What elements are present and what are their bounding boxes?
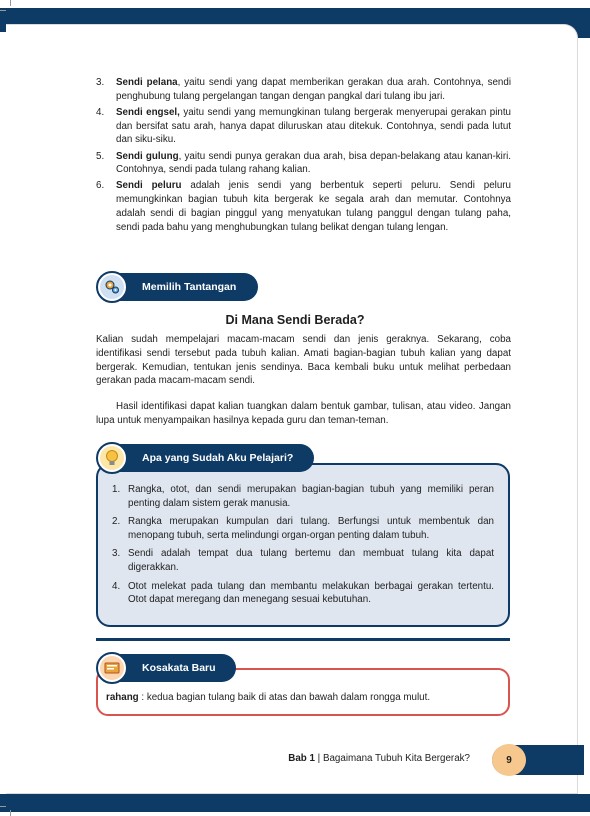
list-item (112, 515, 494, 542)
item-term: Sendi pelana (116, 77, 178, 88)
list-item (112, 547, 494, 574)
item-number: 1. (112, 484, 121, 495)
vocab-definition: : kedua bagian tulang baik di atas dan bawah dalam rongga mulut. (138, 692, 431, 703)
item-text: Otot melekat pada tulang dan membantu melakukan berbagai gerakan tertentu. Otot dapat meregang dan menegang sesuai kebutuhan. (128, 580, 494, 606)
item-text: Rangka merupakan kumpulan dari tulang. Berfungsi untuk membentuk dan menopang tubuh, serta melindungi organ-organ penting dalam tubuh. (128, 516, 494, 541)
item-number: 4. (96, 106, 105, 118)
review-label: Apa yang Sudah Aku Pelajari? (142, 452, 294, 464)
item-text: , yaitu sendi yang dapat memberikan gerakan dua arah. Contohnya, sendi penghubung tulang pergelangan tangan dengan pangkal dari tulang ibu jari. (116, 77, 511, 102)
list-item (96, 76, 511, 103)
item-term: Sendi peluru (116, 180, 182, 192)
bottom-band (0, 794, 590, 812)
item-number: 3. (96, 77, 105, 88)
item-number: 4. (112, 580, 121, 592)
challenge-title: Di Mana Sendi Berada? (225, 313, 365, 327)
list-item (112, 580, 494, 607)
review-pill (100, 444, 314, 472)
book-icon (100, 656, 124, 680)
item-number: 3. (112, 548, 121, 560)
vocab-term: rahang (106, 692, 139, 703)
item-number: 2. (112, 516, 121, 528)
footer-separator: | (314, 753, 323, 764)
item-text: Rangka, otot, dan sendi merupakan bagian-bagian tubuh yang memiliki peran penting dalam sistem gerak manusia. (128, 484, 494, 509)
item-text: Sendi adalah tempat dua tulang bertemu dan membuat tulang kita dapat digerakkan. (128, 548, 494, 573)
vocab-icon-badge (96, 652, 128, 684)
challenge-paragraph-2: Hasil identifikasi dapat kalian tuangkan dalam bentuk gambar, tulisan, atau video. Jangan lupa untuk menyampaikan hasilnya kepada guru dan teman-teman. (96, 401, 511, 426)
item-text: , yaitu sendi punya gerakan dua arah, bisa depan-belakang atau kanan-kiri. Contohnya, sendi pada tulang rahang kalian. (116, 150, 511, 176)
challenge-icon-badge (96, 271, 128, 303)
list-item (96, 150, 511, 177)
item-term: Sendi engsel, (116, 106, 180, 118)
item-text: adalah jenis sendi yang berbentuk seperti peluru. Sendi peluru memungkinkan bagian tubuh kita bergerak ke segala arah dan memutar. Contohnya adalah sendi di bagian pinggul yang menyatukan tulang panggul dengan tulang paha, sendi pada bahu yang menghubungkan tulang belikat dengan tulang lengan. (116, 180, 511, 233)
joints-list (96, 76, 511, 234)
section-divider (96, 638, 510, 641)
page-number: 9 (492, 744, 526, 776)
item-text: yaitu sendi yang memungkinan tulang bergerak menyerupai gerakan pintu dan bersifat satu arah, hanya dapat diluruskan atau ditekuk. Contohnya, sendi pada lutut dan siku-siku. (116, 106, 512, 146)
review-icon-badge (96, 442, 128, 474)
item-number: 6. (96, 180, 105, 192)
review-list (112, 483, 494, 607)
list-item (96, 106, 511, 147)
list-item (112, 483, 494, 510)
challenge-paragraph-1: Kalian sudah mempelajari macam-macam sendi dan jenis geraknya. Sekarang, coba identifikasi sendi tersebut pada tubuh kalian. Amati bagian-bagian tubuh kalian yang dapat bergerak. Kemudian, tentukan jenis sendinya. Baca kembali buku untuk melihat perbedaan gerakan pada macam-macam sendi. (96, 334, 511, 387)
vocab-label: Kosakata Baru (142, 662, 216, 674)
item-term: Sendi gulung (116, 150, 179, 162)
footer-chapter-text (288, 753, 470, 764)
challenge-label: Memilih Tantangan (142, 281, 237, 293)
item-number: 5. (96, 150, 105, 162)
gears-icon (100, 275, 124, 299)
list-item (96, 179, 511, 234)
lightbulb-icon (100, 446, 124, 470)
page-footer (0, 745, 590, 775)
footer-chapter: Bab 1 (288, 753, 315, 764)
footer-title: Bagaimana Tubuh Kita Bergerak? (322, 753, 470, 764)
review-box (96, 463, 510, 627)
joints-list-section (96, 76, 511, 237)
